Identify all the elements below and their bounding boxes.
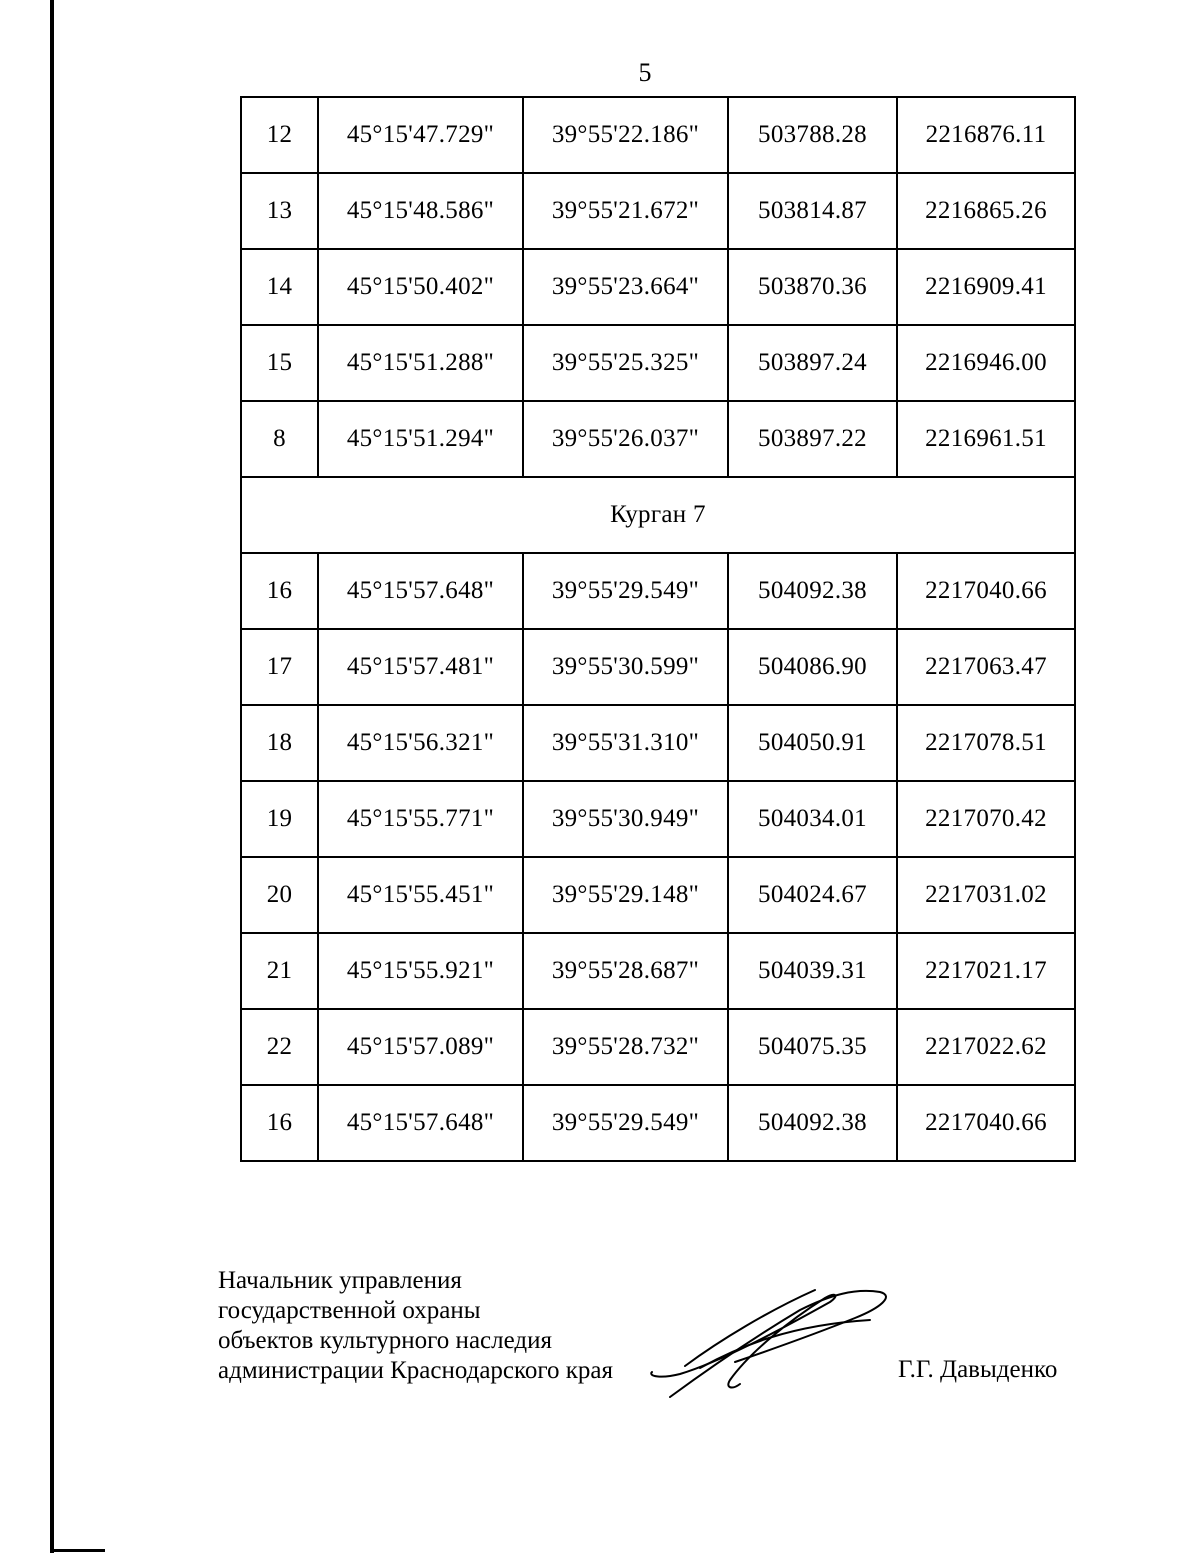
x-coordinate-cell: 503788.28 — [728, 97, 897, 173]
table-row — [241, 705, 1075, 781]
point-number-cell: 16 — [241, 553, 318, 629]
longitude-cell: 39°55'29.549" — [523, 1085, 728, 1161]
table-row — [241, 781, 1075, 857]
signatory-position — [218, 1266, 613, 1386]
longitude-cell: 39°55'21.672" — [523, 173, 728, 249]
longitude-cell: 39°55'23.664" — [523, 249, 728, 325]
point-number-cell: 14 — [241, 249, 318, 325]
y-coordinate-cell: 2217031.02 — [897, 857, 1075, 933]
y-coordinate-cell: 2217078.51 — [897, 705, 1075, 781]
table-row — [241, 933, 1075, 1009]
latitude-cell: 45°15'51.294" — [318, 401, 523, 477]
point-number-cell: 15 — [241, 325, 318, 401]
longitude-cell: 39°55'29.549" — [523, 553, 728, 629]
y-coordinate-cell: 2217070.42 — [897, 781, 1075, 857]
latitude-cell: 45°15'57.648" — [318, 553, 523, 629]
longitude-cell: 39°55'25.325" — [523, 325, 728, 401]
table-row — [241, 401, 1075, 477]
table-row — [241, 325, 1075, 401]
x-coordinate-cell: 503897.22 — [728, 401, 897, 477]
point-number-cell: 18 — [241, 705, 318, 781]
point-number-cell: 16 — [241, 1085, 318, 1161]
point-number-cell: 21 — [241, 933, 318, 1009]
table-row — [241, 553, 1075, 629]
latitude-cell: 45°15'50.402" — [318, 249, 523, 325]
position-line: администрации Краснодарского края — [218, 1357, 614, 1384]
point-number-cell: 20 — [241, 857, 318, 933]
latitude-cell: 45°15'51.288" — [318, 325, 523, 401]
table-row — [241, 97, 1075, 173]
x-coordinate-cell: 504092.38 — [728, 553, 897, 629]
longitude-cell: 39°55'28.687" — [523, 933, 728, 1009]
x-coordinate-cell: 504086.90 — [728, 629, 897, 705]
latitude-cell: 45°15'55.771" — [318, 781, 523, 857]
table-row — [241, 1085, 1075, 1161]
table-section-row — [241, 477, 1075, 553]
y-coordinate-cell: 2216946.00 — [897, 325, 1075, 401]
longitude-cell: 39°55'31.310" — [523, 705, 728, 781]
y-coordinate-cell: 2216865.26 — [897, 173, 1075, 249]
point-number-cell: 8 — [241, 401, 318, 477]
x-coordinate-cell: 504050.91 — [728, 705, 897, 781]
x-coordinate-cell: 504024.67 — [728, 857, 897, 933]
longitude-cell: 39°55'30.599" — [523, 629, 728, 705]
y-coordinate-cell: 2217063.47 — [897, 629, 1075, 705]
latitude-cell: 45°15'47.729" — [318, 97, 523, 173]
y-coordinate-cell: 2216876.11 — [897, 97, 1075, 173]
latitude-cell: 45°15'57.089" — [318, 1009, 523, 1085]
handwritten-signature — [640, 1280, 895, 1405]
latitude-cell: 45°15'48.586" — [318, 173, 523, 249]
table-row — [241, 629, 1075, 705]
longitude-cell: 39°55'26.037" — [523, 401, 728, 477]
table-row — [241, 249, 1075, 325]
page-number: 5 — [638, 58, 652, 87]
latitude-cell: 45°15'56.321" — [318, 705, 523, 781]
x-coordinate-cell: 503870.36 — [728, 249, 897, 325]
scan-border-left — [50, 0, 54, 1553]
table-row — [241, 173, 1075, 249]
signer-name: Г.Г. Давыденко — [898, 1356, 1058, 1383]
table-row — [241, 857, 1075, 933]
position-line: государственной охраны — [218, 1297, 481, 1324]
longitude-cell: 39°55'29.148" — [523, 857, 728, 933]
longitude-cell: 39°55'22.186" — [523, 97, 728, 173]
x-coordinate-cell: 503814.87 — [728, 173, 897, 249]
scan-border-bottom — [50, 1549, 105, 1552]
y-coordinate-cell: 2217021.17 — [897, 933, 1075, 1009]
x-coordinate-cell: 504075.35 — [728, 1009, 897, 1085]
point-number-cell: 13 — [241, 173, 318, 249]
x-coordinate-cell: 503897.24 — [728, 325, 897, 401]
latitude-cell: 45°15'57.648" — [318, 1085, 523, 1161]
point-number-cell: 12 — [241, 97, 318, 173]
point-number-cell: 17 — [241, 629, 318, 705]
x-coordinate-cell: 504039.31 — [728, 933, 897, 1009]
latitude-cell: 45°15'57.481" — [318, 629, 523, 705]
x-coordinate-cell: 504092.38 — [728, 1085, 897, 1161]
section-title: Курган 7 — [241, 477, 1075, 553]
point-number-cell: 19 — [241, 781, 318, 857]
point-number-cell: 22 — [241, 1009, 318, 1085]
table-row — [241, 1009, 1075, 1085]
position-line: Начальник управления — [218, 1267, 462, 1294]
y-coordinate-cell: 2217022.62 — [897, 1009, 1075, 1085]
y-coordinate-cell: 2216909.41 — [897, 249, 1075, 325]
y-coordinate-cell: 2217040.66 — [897, 1085, 1075, 1161]
y-coordinate-cell: 2216961.51 — [897, 401, 1075, 477]
coordinates-table — [240, 96, 1076, 1162]
latitude-cell: 45°15'55.921" — [318, 933, 523, 1009]
y-coordinate-cell: 2217040.66 — [897, 553, 1075, 629]
longitude-cell: 39°55'28.732" — [523, 1009, 728, 1085]
x-coordinate-cell: 504034.01 — [728, 781, 897, 857]
longitude-cell: 39°55'30.949" — [523, 781, 728, 857]
latitude-cell: 45°15'55.451" — [318, 857, 523, 933]
position-line: объектов культурного наследия — [218, 1327, 552, 1354]
coordinates-table-body — [241, 97, 1075, 1161]
